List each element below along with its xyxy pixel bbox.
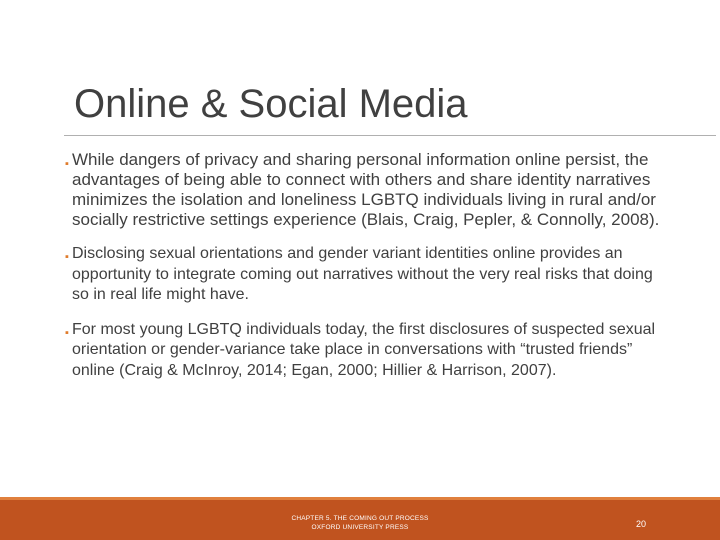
bullet-text: Disclosing sexual orientations and gender variant identities online provides an opportunity to integrate coming out narratives without the very real risks that doing so in real life might have. bbox=[72, 245, 653, 303]
slide-title: Online & Social Media bbox=[74, 82, 468, 126]
footer-accent-line bbox=[0, 497, 720, 500]
square-bullet-icon: ▪ bbox=[65, 326, 69, 339]
square-bullet-icon: ▪ bbox=[65, 158, 69, 170]
bullet-list bbox=[65, 150, 665, 381]
footer-chapter: CHAPTER 5. THE COMING OUT PROCESS bbox=[291, 515, 429, 522]
square-bullet-icon: ▪ bbox=[65, 251, 69, 263]
bullet-text: For most young LGBTQ individuals today, the first disclosures of suspected sexual orientation or gender-variance take place in conversations with “trusted friends” online (Craig & McInroy, 2014; Egan, 2000; Hillier & Harrison, 2007). bbox=[72, 320, 656, 379]
bullet-item bbox=[65, 244, 665, 306]
title-divider bbox=[64, 135, 716, 136]
bullet-item bbox=[65, 150, 665, 230]
bullet-text: While dangers of privacy and sharing personal information online persist, the advantages of being able to connect with others and share identity narratives minimizes the isolation and loneliness LGBTQ individuals living in rural and/or socially restrictive settings experience (Blais, Craig, Pepler, & Connolly, 2008). bbox=[72, 150, 660, 229]
footer-publisher: OXFORD UNIVERSITY PRESS bbox=[311, 524, 409, 531]
bullet-item bbox=[65, 320, 665, 382]
page-number: 20 bbox=[636, 519, 647, 529]
footer-caption bbox=[230, 514, 490, 532]
